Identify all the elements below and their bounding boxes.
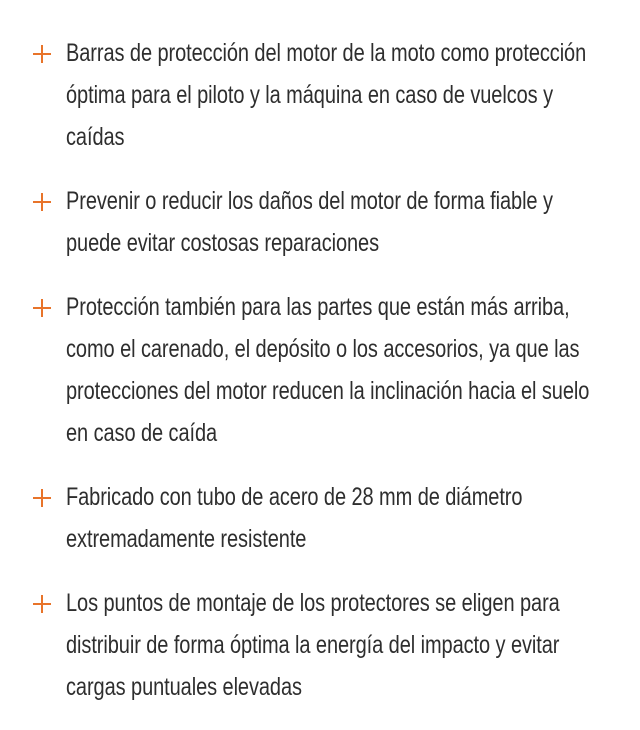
feature-list	[0, 32, 640, 730]
feature-line: en caso de caída	[66, 419, 218, 447]
feature-item-3	[0, 286, 640, 454]
feature-line: caídas	[66, 123, 125, 151]
feature-line: como el carenado, el depósito o los accesorios, ya que las	[66, 335, 580, 363]
feature-item-5	[0, 582, 640, 708]
feature-text	[66, 582, 610, 708]
feature-line: distribuir de forma óptima la energía del impacto y evitar	[66, 631, 560, 659]
feature-text	[66, 286, 610, 454]
plus-icon	[33, 45, 51, 63]
feature-line: puede evitar costosas reparaciones	[66, 229, 380, 257]
feature-line: extremadamente resistente	[66, 525, 307, 553]
feature-line: Prevenir o reducir los daños del motor de forma fiable y	[66, 187, 553, 215]
feature-text	[66, 32, 610, 158]
feature-text	[66, 180, 610, 264]
plus-icon	[33, 595, 51, 613]
feature-line: óptima para el piloto y la máquina en caso de vuelcos y	[66, 81, 553, 109]
feature-line: cargas puntuales elevadas	[66, 673, 302, 701]
feature-text	[66, 476, 610, 560]
feature-line: Barras de protección del motor de la moto como protección	[66, 39, 587, 67]
feature-item-4	[0, 476, 640, 560]
plus-icon	[33, 299, 51, 317]
feature-line: Fabricado con tubo de acero de 28 mm de diámetro	[66, 483, 523, 511]
plus-icon	[33, 489, 51, 507]
feature-item-1	[0, 32, 640, 158]
plus-icon	[33, 193, 51, 211]
feature-line: protecciones del motor reducen la inclinación hacia el suelo	[66, 377, 590, 405]
feature-line: Los puntos de montaje de los protectores se eligen para	[66, 589, 560, 617]
feature-item-2	[0, 180, 640, 264]
feature-line: Protección también para las partes que están más arriba,	[66, 293, 570, 321]
